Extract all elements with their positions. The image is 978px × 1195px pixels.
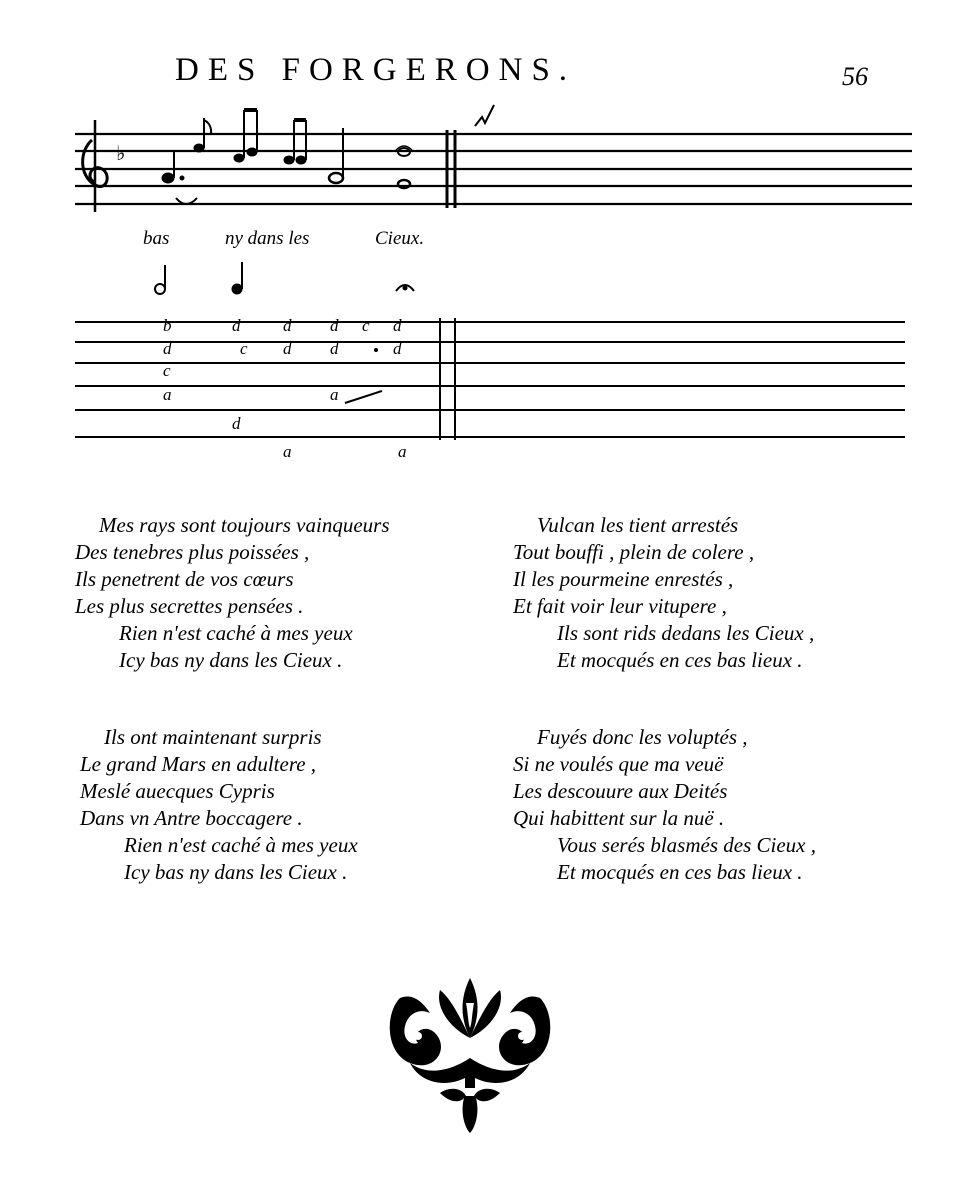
tab-letter: d bbox=[283, 316, 292, 335]
stanza bbox=[513, 512, 814, 674]
verse-line: Il les pourmeine enrestés , bbox=[513, 567, 734, 591]
tab-letter: d bbox=[393, 316, 402, 335]
verse-line: Si ne voulés que ma veuë bbox=[513, 752, 724, 776]
verse-line: Et mocqués en ces bas lieux . bbox=[557, 648, 803, 672]
verse-line: Vulcan les tient arrestés bbox=[537, 513, 739, 537]
verse-line: Les descouure aux Deités bbox=[513, 779, 728, 803]
verse-line: Et fait voir leur vitupere , bbox=[513, 594, 727, 618]
verse-line: Et mocqués en ces bas lieux . bbox=[557, 860, 803, 884]
lyric-syllable: Cieux. bbox=[375, 228, 425, 249]
tab-letter: a bbox=[398, 442, 407, 461]
verse-line: Qui habittent sur la nuë . bbox=[513, 806, 725, 830]
verse-line: Tout bouffi , plein de colere , bbox=[513, 540, 755, 564]
verse-line: Ils penetrent de vos cœurs bbox=[75, 567, 294, 591]
tab-letter: d bbox=[232, 414, 241, 433]
lyric-syllable: ny dans les bbox=[225, 228, 310, 249]
verse-line: Rien n'est caché à mes yeux bbox=[124, 833, 358, 857]
verse-line: Icy bas ny dans les Cieux . bbox=[124, 860, 348, 884]
tab-letter: c bbox=[362, 316, 370, 335]
tab-letter: d bbox=[393, 339, 402, 358]
tab-letter: d bbox=[232, 316, 241, 335]
ornament-fleuron-icon bbox=[380, 968, 560, 1138]
tab-letter: a bbox=[163, 385, 172, 404]
tab-letter: a bbox=[330, 385, 339, 404]
custos-icon bbox=[475, 105, 494, 126]
svg-text:♭: ♭ bbox=[116, 141, 126, 165]
lyric-syllable: bas bbox=[143, 228, 170, 249]
verse-line: Icy bas ny dans les Cieux . bbox=[119, 648, 343, 672]
tab-letter: d bbox=[330, 316, 339, 335]
stanza bbox=[75, 512, 390, 674]
verse-line: Des tenebres plus poissées , bbox=[75, 540, 310, 564]
page-number: 56 bbox=[842, 62, 868, 91]
running-head-title: DES FORGERONS. bbox=[175, 52, 577, 88]
verse-line: Ils ont maintenant surpris bbox=[104, 725, 322, 749]
tab-letter: c bbox=[163, 361, 171, 380]
tab-letter: b bbox=[163, 316, 172, 335]
verse-line: Dans vn Antre boccagere . bbox=[80, 806, 303, 830]
verse-line: Fuyés donc les voluptés , bbox=[537, 725, 748, 749]
stanza bbox=[513, 724, 816, 886]
verse-line: Les plus secrettes pensées . bbox=[75, 594, 304, 618]
verse-line: Meslé auecques Cypris bbox=[80, 779, 275, 803]
verse-line: Mes rays sont toujours vainqueurs bbox=[99, 513, 390, 537]
verse-line: Le grand Mars en adultere , bbox=[80, 752, 317, 776]
tab-letter: c bbox=[240, 339, 248, 358]
stanza bbox=[80, 724, 358, 886]
tab-letter: d bbox=[330, 339, 339, 358]
verse-line: Vous serés blasmés des Cieux , bbox=[557, 833, 816, 857]
tab-letter: d bbox=[283, 339, 292, 358]
verse-line: Ils sont rids dedans les Cieux , bbox=[557, 621, 815, 645]
verse-line: Rien n'est caché à mes yeux bbox=[119, 621, 353, 645]
tab-letter: d bbox=[163, 339, 172, 358]
tab-letter: a bbox=[283, 442, 292, 461]
